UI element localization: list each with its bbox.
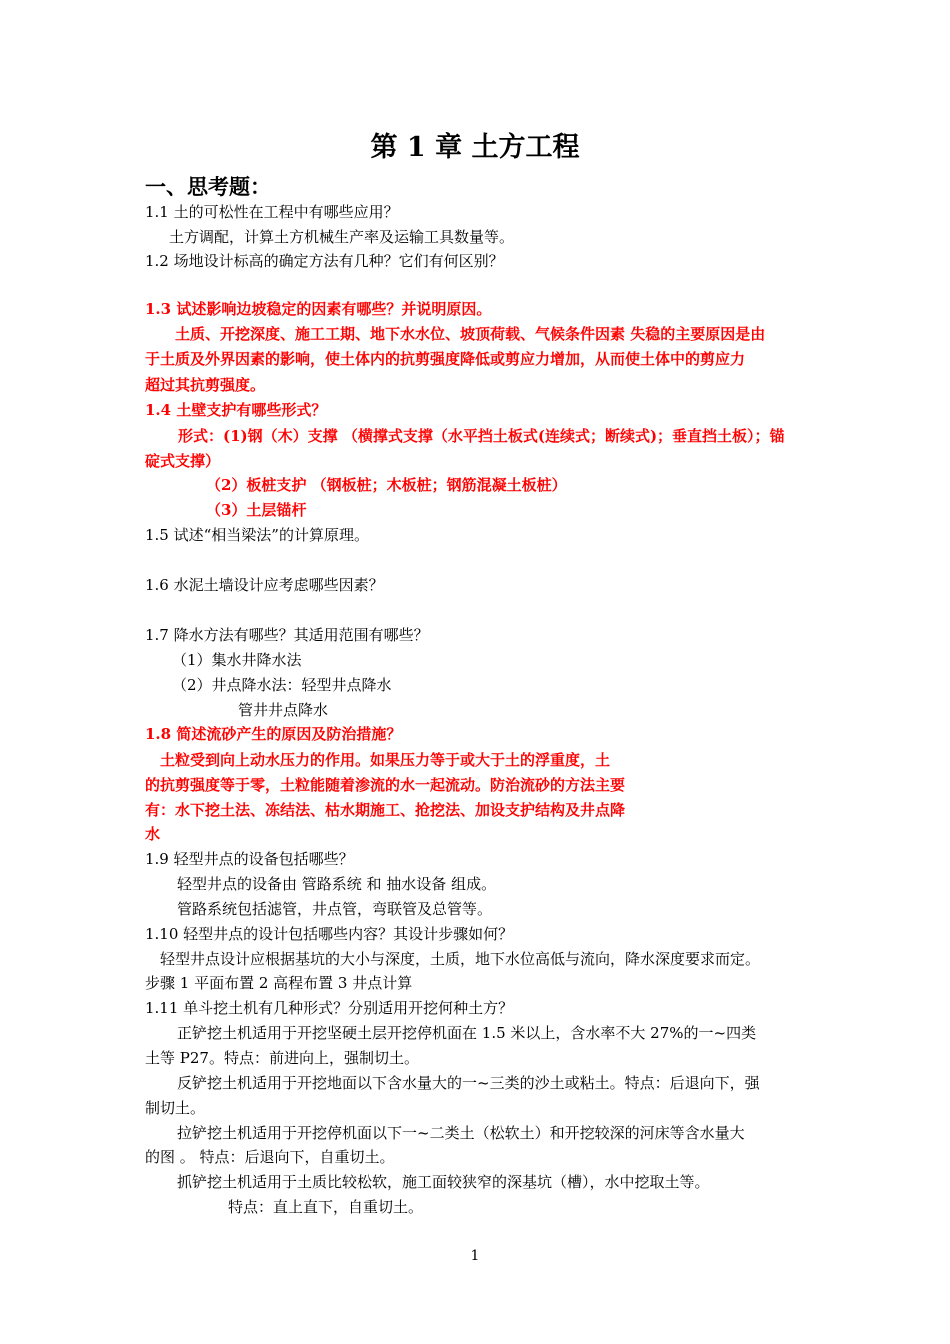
question-line: 1.4 土壁支护有哪些形式？ (145, 401, 327, 419)
answer-line: （2）井点降水法：轻型井点降水 (172, 676, 392, 694)
question-line: 1.9 轻型井点的设备包括哪些？ (145, 850, 354, 868)
answer-line: （1）集水井降水法 (172, 651, 302, 669)
chapter-title: 第 1 章 土方工程 (370, 132, 580, 163)
answer-line: 土方调配，计算土方机械生产率及运输工具数量等。 (169, 228, 515, 246)
question-line: 1.3 试述影响边坡稳定的因素有哪些？并说明原因。 (145, 300, 492, 318)
answer-line: 反铲挖土机适用于开挖地面以下含水量大的一~三类的沙土或粘土。特点：后退向下，强 (177, 1074, 760, 1092)
question-line: 1.2 场地设计标高的确定方法有几种？它们有何区别？ (145, 252, 504, 270)
answer-line: 轻型井点设计应根据基坑的大小与深度，土质，地下水位高低与流向，降水深度要求而定。 (160, 950, 761, 968)
answer-line: 特点：直上直下，自重切土。 (228, 1198, 424, 1216)
answer-line: 碇式支撑） (145, 452, 221, 470)
answer-line: 土质、开挖深度、施工工期、地下水水位、坡顶荷载、气候条件因素 失稳的主要原因是由 (175, 325, 766, 343)
answer-line: 的图 。 特点：后退向下，自重切土。 (145, 1148, 395, 1166)
question-line: 1.1 土的可松性在工程中有哪些应用？ (145, 203, 399, 221)
answer-line: 超过其抗剪强度。 (145, 376, 266, 394)
answer-line: 轻型井点的设备由 管路系统 和 抽水设备 组成。 (177, 875, 497, 893)
answer-line: 有：水下挖土法、冻结法、枯水期施工、抢挖法、加设支护结构及井点降 (145, 801, 626, 819)
answer-line: 管井井点降水 (238, 701, 329, 719)
question-line: 1.10 轻型井点的设计包括哪些内容？其设计步骤如何？ (145, 925, 514, 943)
question-line: 1.5 试述“相当梁法”的计算原理。 (145, 526, 369, 544)
question-line: 1.11 单斗挖土机有几种形式？分别适用开挖何种土方？ (145, 999, 514, 1017)
answer-line: 于土质及外界因素的影响，使土体内的抗剪强度降低或剪应力增加，从而使土体中的剪应力 (145, 350, 746, 368)
answer-line: 管路系统包括滤管，井点管，弯联管及总管等。 (177, 900, 493, 918)
page-number: 1 (470, 1248, 480, 1264)
answer-line: 制切土。 (145, 1099, 206, 1117)
answer-line: 土粒受到向上动水压力的作用。如果压力等于或大于土的浮重度，土 (160, 751, 611, 769)
answer-line: 土等 P27。特点：前进向上，强制切土。 (145, 1049, 419, 1067)
section-heading: 一、思考题： (145, 174, 271, 199)
answer-line: 的抗剪强度等于零，土粒能随着渗流的水一起流动。防治流砂的方法主要 (145, 776, 626, 794)
answer-line: 水 (145, 825, 161, 843)
answer-line: 正铲挖土机适用于开挖坚硬土层开挖停机面在 1.5 米以上，含水率不大 27%的一~四类 (177, 1024, 757, 1042)
answer-line: 步骤 1 平面布置 2 高程布置 3 井点计算 (145, 974, 413, 992)
answer-line: 抓铲挖土机适用于土质比较松软，施工面较狭窄的深基坑（槽），水中挖取土等。 (177, 1173, 710, 1191)
question-line: 1.7 降水方法有哪些？其适用范围有哪些？ (145, 626, 429, 644)
question-line: 1.8 简述流砂产生的原因及防治措施？ (145, 725, 402, 743)
answer-line: （2）板桩支护 （钢板桩；木板桩；钢筋混凝土板桩） (206, 476, 567, 494)
answer-line: 形式：(1)钢（木）支撑 （横撑式支撑（水平挡土板式(连续式；断续式)；垂直挡土板）；锚 (178, 427, 785, 445)
answer-line: （3）土层锚杆 (206, 501, 307, 519)
question-line: 1.6 水泥土墙设计应考虑哪些因素？ (145, 576, 384, 594)
answer-line: 拉铲挖土机适用于开挖停机面以下一~二类土（松软土）和开挖较深的河床等含水量大 (177, 1124, 745, 1142)
